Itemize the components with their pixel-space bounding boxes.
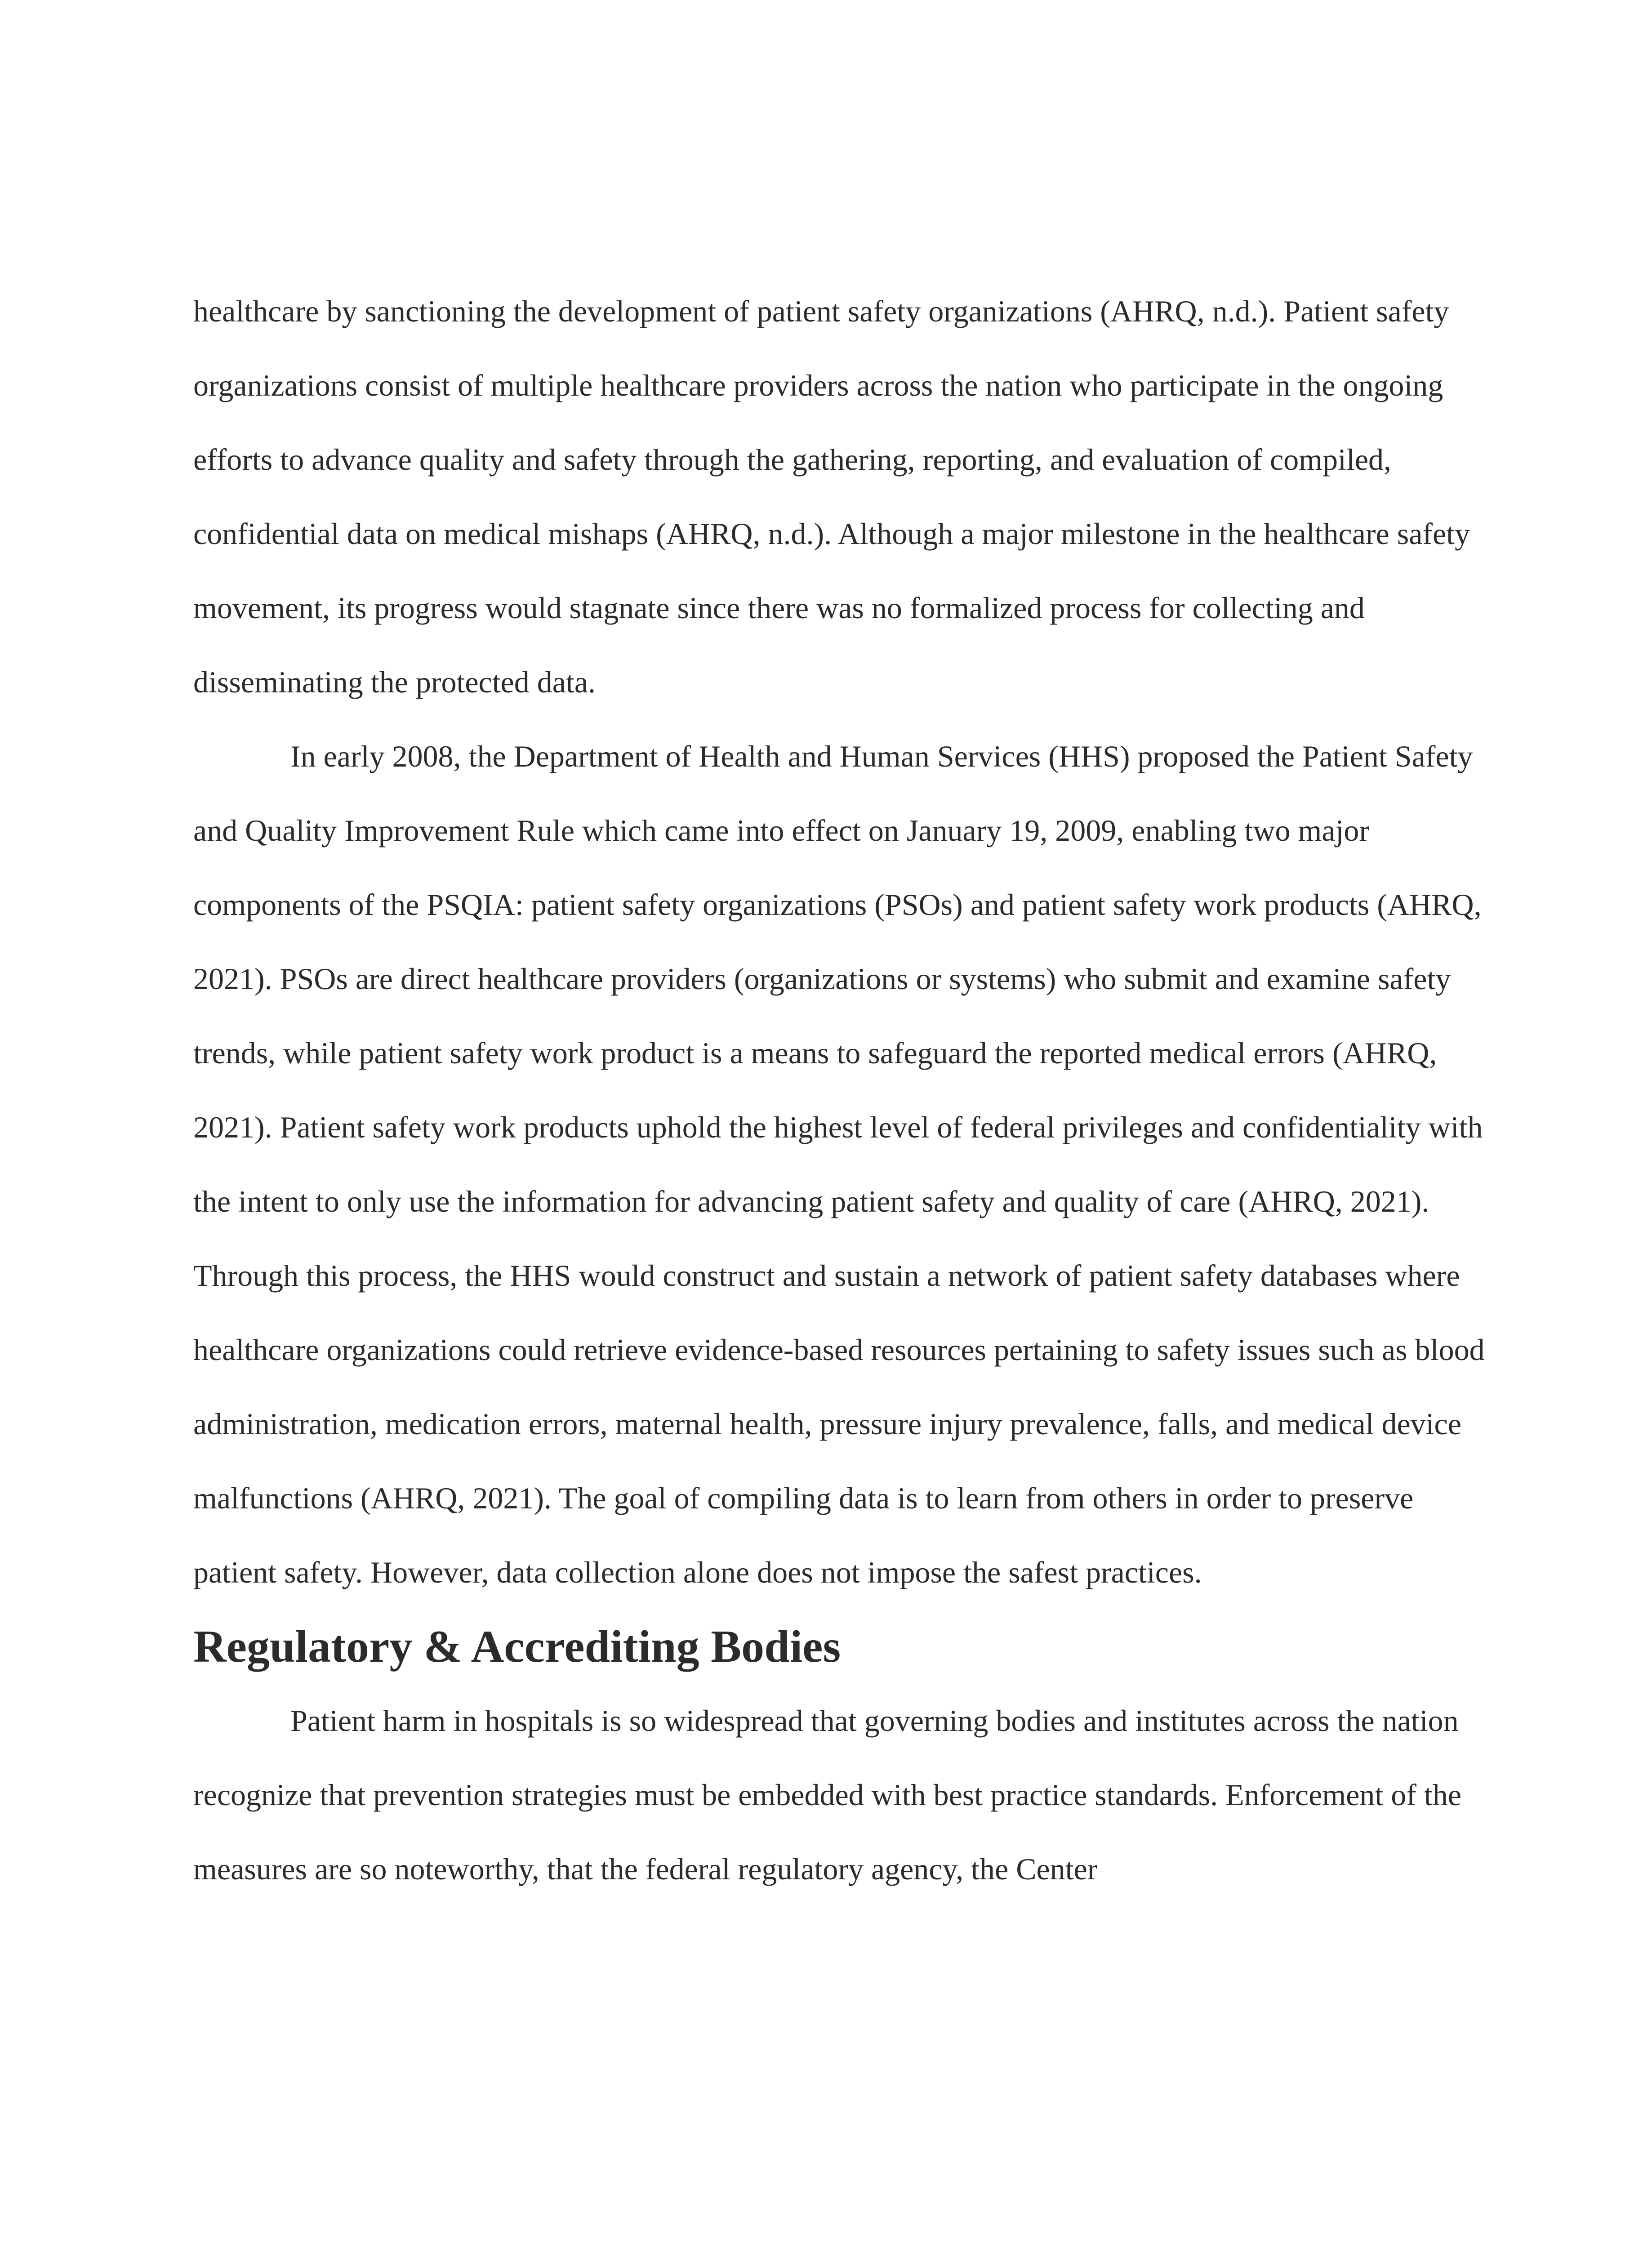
paragraph-pso-background: healthcare by sanctioning the development of patient safety organizations (AHRQ, n.d.). Patient safety organizations consist of multiple healthcare providers across the nation who participate in the ongoing efforts to advance quality and safety through the gathering, reporting, and evaluation of compiled, confidential data on medical mishaps (AHRQ, n.d.). Although a major milestone in the healthcare safety movement, its progress would stagnate since there was no formalized process for collecting and disseminating the protected data. bbox=[193, 294, 1470, 699]
body-text bbox=[193, 274, 1497, 1906]
section-heading: Regulatory & Accrediting Bodies bbox=[193, 1621, 841, 1672]
paragraph-regulatory: Patient harm in hospitals is so widespread that governing bodies and institutes across the nation recognize that prevention strategies must be embedded with best practice standards. Enforcement of the measures are so noteworthy, that the federal regulatory agency, the Center bbox=[193, 1704, 1461, 1886]
paragraph-psqia-rule: In early 2008, the Department of Health and Human Services (HHS) proposed the Patient Safety and Quality Improvement Rule which came into effect on January 19, 2009, enabling two major components of the PSQIA: patient safety organizations (PSOs) and patient safety work products (AHRQ, 2021). PSOs are direct healthcare providers (organizations or systems) who submit and examine safety trends, while patient safety work product is a means to safeguard the reported medical errors (AHRQ, 2021). Patient safety work products uphold the highest level of federal privileges and confidentiality with the intent to only use the information for advancing patient safety and quality of care (AHRQ, 2021). Through this process, the HHS would construct and sustain a network of patient safety databases where healthcare organizations could retrieve evidence-based resources pertaining to safety issues such as blood administration, medication errors, maternal health, pressure injury prevalence, falls, and medical device malfunctions (AHRQ, 2021). The goal of compiling data is to learn from others in order to preserve patient safety. However, data collection alone does not impose the safest practices. bbox=[193, 739, 1485, 1589]
